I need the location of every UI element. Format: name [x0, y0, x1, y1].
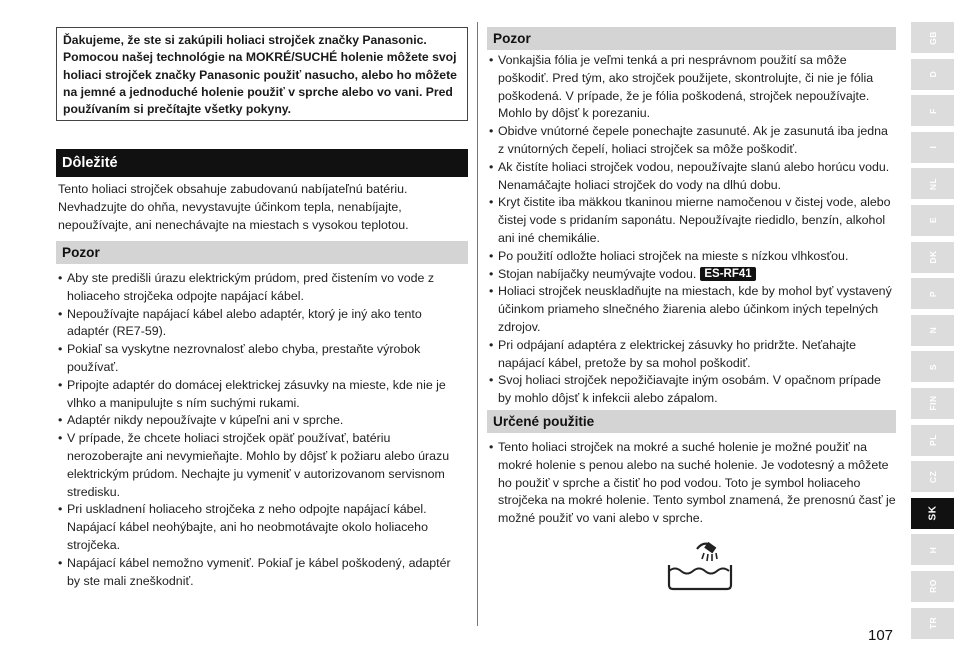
- language-tab-fin[interactable]: [911, 388, 954, 419]
- important-heading: Dôležité: [56, 149, 468, 177]
- language-tab-e[interactable]: [911, 205, 954, 236]
- bullet-point: •: [58, 413, 63, 428]
- caution-left-item-text: Pokiaľ sa vyskytne nezrovnalosť alebo chyba, prestaňte výrobok používať.: [67, 342, 421, 374]
- language-tab-n[interactable]: [911, 315, 954, 346]
- language-tab-label: GB: [927, 30, 938, 45]
- page-number: 107: [868, 627, 894, 644]
- caution-heading-left: Pozor: [56, 241, 468, 264]
- language-tab-label: F: [927, 107, 938, 114]
- bullet-point: •: [489, 124, 494, 139]
- language-tab-h[interactable]: [911, 534, 954, 565]
- caution-right-item-text: Ak čistíte holiaci strojček vodou, nepoužívajte slanú alebo horúcu vodu. Nenamáčajte holiaci strojček do vody na dlhú dobu.: [498, 159, 890, 192]
- caution-list-left: [56, 270, 464, 590]
- language-tab-label: NL: [927, 177, 938, 191]
- bullet-point: •: [489, 266, 494, 281]
- caution-right-item: [487, 283, 896, 336]
- caution-right-item: [487, 337, 896, 373]
- bullet-point: •: [489, 195, 494, 210]
- column-divider: [477, 22, 478, 626]
- caution-right-item: [487, 159, 896, 195]
- language-sidebar: [911, 22, 954, 644]
- caution-right-item-text: Stojan nabíjačky neumývajte vodou.: [498, 266, 697, 281]
- language-tab-dk[interactable]: [911, 242, 954, 273]
- bullet-point: •: [58, 271, 63, 285]
- language-tab-p[interactable]: [911, 278, 954, 309]
- caution-left-item: [56, 306, 464, 342]
- caution-left-item-text: V prípade, že chcete holiaci strojček opäť používať, batériu nerozoberajte ani nevymieňajte. Mohlo by dôjsť k požiaru alebo úrazu elektrickým prúdom. Nechajte ju vymeniť v autorizovanom servisnom stredisku.: [67, 431, 450, 499]
- caution-left-item-text: Adaptér nikdy nepoužívajte v kúpeľni ani v sprche.: [67, 413, 344, 428]
- model-badge: ES-RF41: [700, 267, 755, 281]
- language-tab-label: I: [927, 145, 938, 149]
- caution-heading-right: Pozor: [487, 27, 896, 50]
- language-tab-cz[interactable]: [911, 461, 954, 492]
- bullet-point: •: [58, 306, 63, 321]
- caution-right-item: [487, 123, 896, 159]
- caution-left-item: [56, 412, 464, 430]
- bullet-point: •: [489, 248, 494, 263]
- bullet-point: •: [489, 373, 494, 388]
- caution-right-item-text: Obidve vnútorné čepele ponechajte zasunuté. Ak je zasunutá iba jedna z vnútorných čepelí, holiaci strojček sa môže poškodiť.: [498, 124, 888, 156]
- caution-left-item-text: Napájací kábel nemožno vymeniť. Pokiaľ je kábel poškodený, adaptér by ste mali zneškodniť.: [67, 555, 451, 588]
- language-tab-f[interactable]: [911, 95, 954, 126]
- language-tab-label: S: [927, 363, 938, 370]
- caution-left-item-text: Pri uskladnení holiaceho strojčeka z neho odpojte napájací kábel. Napájací kábel neohýbajte, ani ho neobmotávajte okolo holiaceho strojčeka.: [67, 502, 428, 552]
- caution-left-item-text: Aby ste predišli úrazu elektrickým prúdom, pred čistením vo vode z holiaceho strojčeka odpojte napájací kábel.: [67, 271, 435, 303]
- bullet-point: •: [489, 53, 494, 67]
- caution-list-right: [487, 52, 896, 408]
- bullet-point: •: [489, 440, 494, 454]
- language-tab-pl[interactable]: [911, 425, 954, 456]
- caution-right-item-text: Vonkajšia fólia je veľmi tenká a pri nesprávnom použití sa môže poškodiť. Pred tým, ako strojček použijete, skontrolujte, či nie je fólia poškodená. V prípade, že je fólia poškodená, strojček nepoužívajte. Mohlo by dôjsť k porezaniu.: [498, 53, 874, 121]
- caution-left-item-text: Pripojte adaptér do domácej elektrickej zásuvky na mieste, kde nie je vlhko a manipulujte s ním suchými rukami.: [67, 377, 446, 410]
- bullet-point: •: [58, 431, 63, 446]
- intended-use-list: [487, 439, 896, 528]
- caution-left-item: [56, 430, 464, 501]
- language-tab-label: H: [927, 546, 938, 554]
- caution-right-item: [487, 266, 896, 284]
- caution-left-item: [56, 377, 464, 413]
- language-tab-ro[interactable]: [911, 571, 954, 602]
- bullet-point: •: [489, 337, 494, 352]
- language-tab-s[interactable]: [911, 351, 954, 382]
- language-tab-sk[interactable]: [911, 498, 954, 529]
- language-tab-label: PL: [927, 434, 938, 446]
- language-tab-tr[interactable]: [911, 608, 954, 639]
- caution-right-item-text: Pri odpájaní adaptéra z elektrickej zásuvky ho pridržte. Neťahajte napájací kábel, pretože by sa mohol poškodiť.: [498, 337, 856, 370]
- caution-left-item: [56, 555, 464, 591]
- language-tab-i[interactable]: [911, 132, 954, 163]
- caution-left-item: [56, 341, 464, 377]
- caution-right-item-text: Po použití odložte holiaci strojček na mieste s nízkou vlhkosťou.: [498, 248, 849, 263]
- caution-right-item-text: Kryt čistite iba mäkkou tkaninou mierne namočenou v čistej vode, alebo čistej vode s pridaním saponátu. Nepoužívajte riedidlo, benzín, alkohol ani iné chemikálie.: [498, 195, 891, 245]
- intended-use-item: [487, 439, 896, 528]
- language-tab-nl[interactable]: [911, 168, 954, 199]
- language-tab-label: RO: [927, 579, 938, 594]
- caution-left-item: [56, 270, 464, 306]
- caution-right-item: [487, 248, 896, 266]
- language-tab-label: TR: [927, 616, 938, 630]
- intended-use-item-text: Tento holiaci strojček na mokré a suché holenie je možné použiť na mokré holenie s penou alebo na suché holenie. Je vodotesný a môžete ho použiť v sprche a čistiť ho pod vodou. Toto je symbol holiaceho strojčeka na mokré holenie. Tento symbol znamená, že prenosnú časť je možné použiť vo vani alebo v sprche.: [498, 440, 896, 526]
- caution-right-item-text: Holiaci strojček neuskladňujte na miestach, kde by mohol byť vystavený účinkom priameho slnečného žiarenia alebo účinkom iných tepelných zdrojov.: [498, 284, 892, 334]
- caution-right-item: [487, 372, 896, 408]
- bullet-point: •: [58, 342, 63, 357]
- caution-right-item: [487, 194, 896, 247]
- bullet-point: •: [489, 159, 494, 174]
- language-tab-gb[interactable]: [911, 22, 954, 53]
- language-tab-label: E: [927, 217, 938, 224]
- shower-bath-icon: [667, 541, 735, 591]
- language-tab-label: CZ: [927, 470, 938, 483]
- bullet-point: •: [58, 555, 63, 570]
- caution-left-item-text: Nepoužívajte napájací kábel alebo adaptér, ktorý je iný ako tento adaptér (RE7-59).: [67, 306, 422, 339]
- bullet-point: •: [489, 284, 494, 299]
- language-tab-d[interactable]: [911, 59, 954, 90]
- bullet-point: •: [58, 377, 63, 392]
- language-tab-label: P: [927, 290, 938, 297]
- important-text: Tento holiaci strojček obsahuje zabudovanú nabíjateľnú batériu. Nevhadzujte do ohňa, nevystavujte účinkom tepla, nenabíjajte, nepoužívajte, ani nenechávajte na miestach s vysokou teplotou.: [58, 182, 409, 232]
- bullet-point: •: [58, 502, 63, 517]
- language-tab-label: SK: [927, 505, 938, 521]
- caution-right-item: [487, 52, 896, 123]
- intro-notice: Ďakujeme, že ste si zakúpili holiaci strojček značky Panasonic. Pomocou našej technológie na MOKRÉ/SUCHÉ holenie môžete svoj holiaci strojček značky Panasonic použiť nasucho, alebo ho môžete na jemné a jednoduché holenie použiť v sprche alebo vo vani. Pred používaním si prečítajte všetky pokyny.: [56, 27, 468, 121]
- language-tab-label: FIN: [927, 395, 938, 412]
- caution-right-item-text: Svoj holiaci strojček nepožičiavajte iným osobám. V opačnom prípade by mohlo dôjsť k infekcii alebo zápalom.: [498, 373, 881, 406]
- language-tab-label: D: [927, 70, 938, 78]
- language-tab-label: N: [927, 326, 938, 334]
- intended-use-heading: Určené použitie: [487, 410, 896, 433]
- caution-left-item: [56, 501, 464, 554]
- language-tab-label: DK: [927, 250, 938, 264]
